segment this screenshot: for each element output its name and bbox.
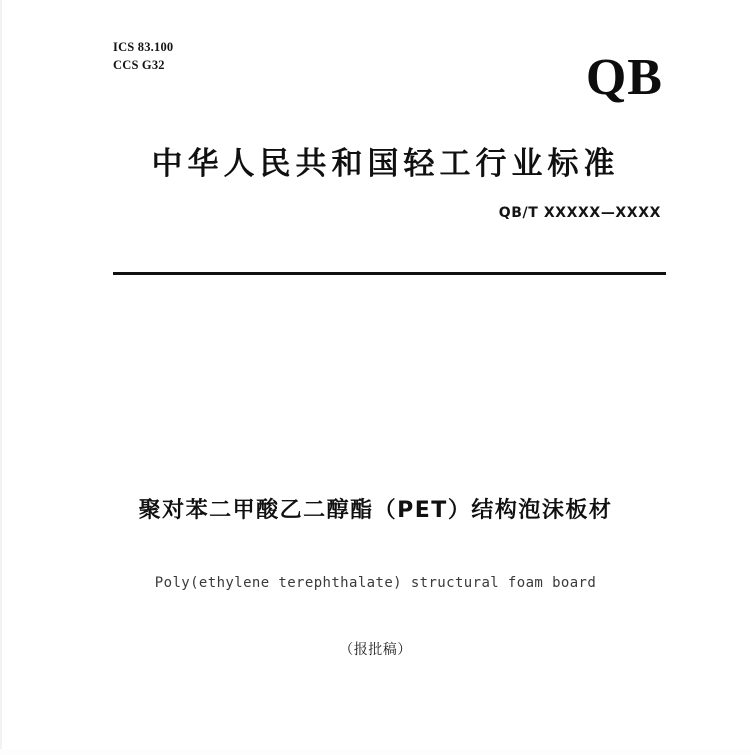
page-bottom-edge bbox=[0, 749, 751, 755]
standard-number: QB/T XXXXX—XXXX bbox=[498, 205, 661, 221]
header-divider bbox=[113, 272, 666, 275]
document-title-chinese: 聚对苯二甲酸乙二醇酯（PET）结构泡沫板材 bbox=[138, 498, 613, 523]
ccs-code: CCS G32 bbox=[113, 58, 165, 73]
ics-code: ICS 83.100 bbox=[113, 40, 174, 54]
document-title-english: Poly(ethylene terephthalate) structural foam board bbox=[154, 575, 597, 591]
standard-title: 中华人民共和国轻工行业标准 bbox=[151, 146, 620, 182]
qb-logo: QB bbox=[585, 49, 663, 106]
classification-codes bbox=[113, 38, 173, 74]
draft-status-label: （报批稿） bbox=[339, 642, 412, 658]
